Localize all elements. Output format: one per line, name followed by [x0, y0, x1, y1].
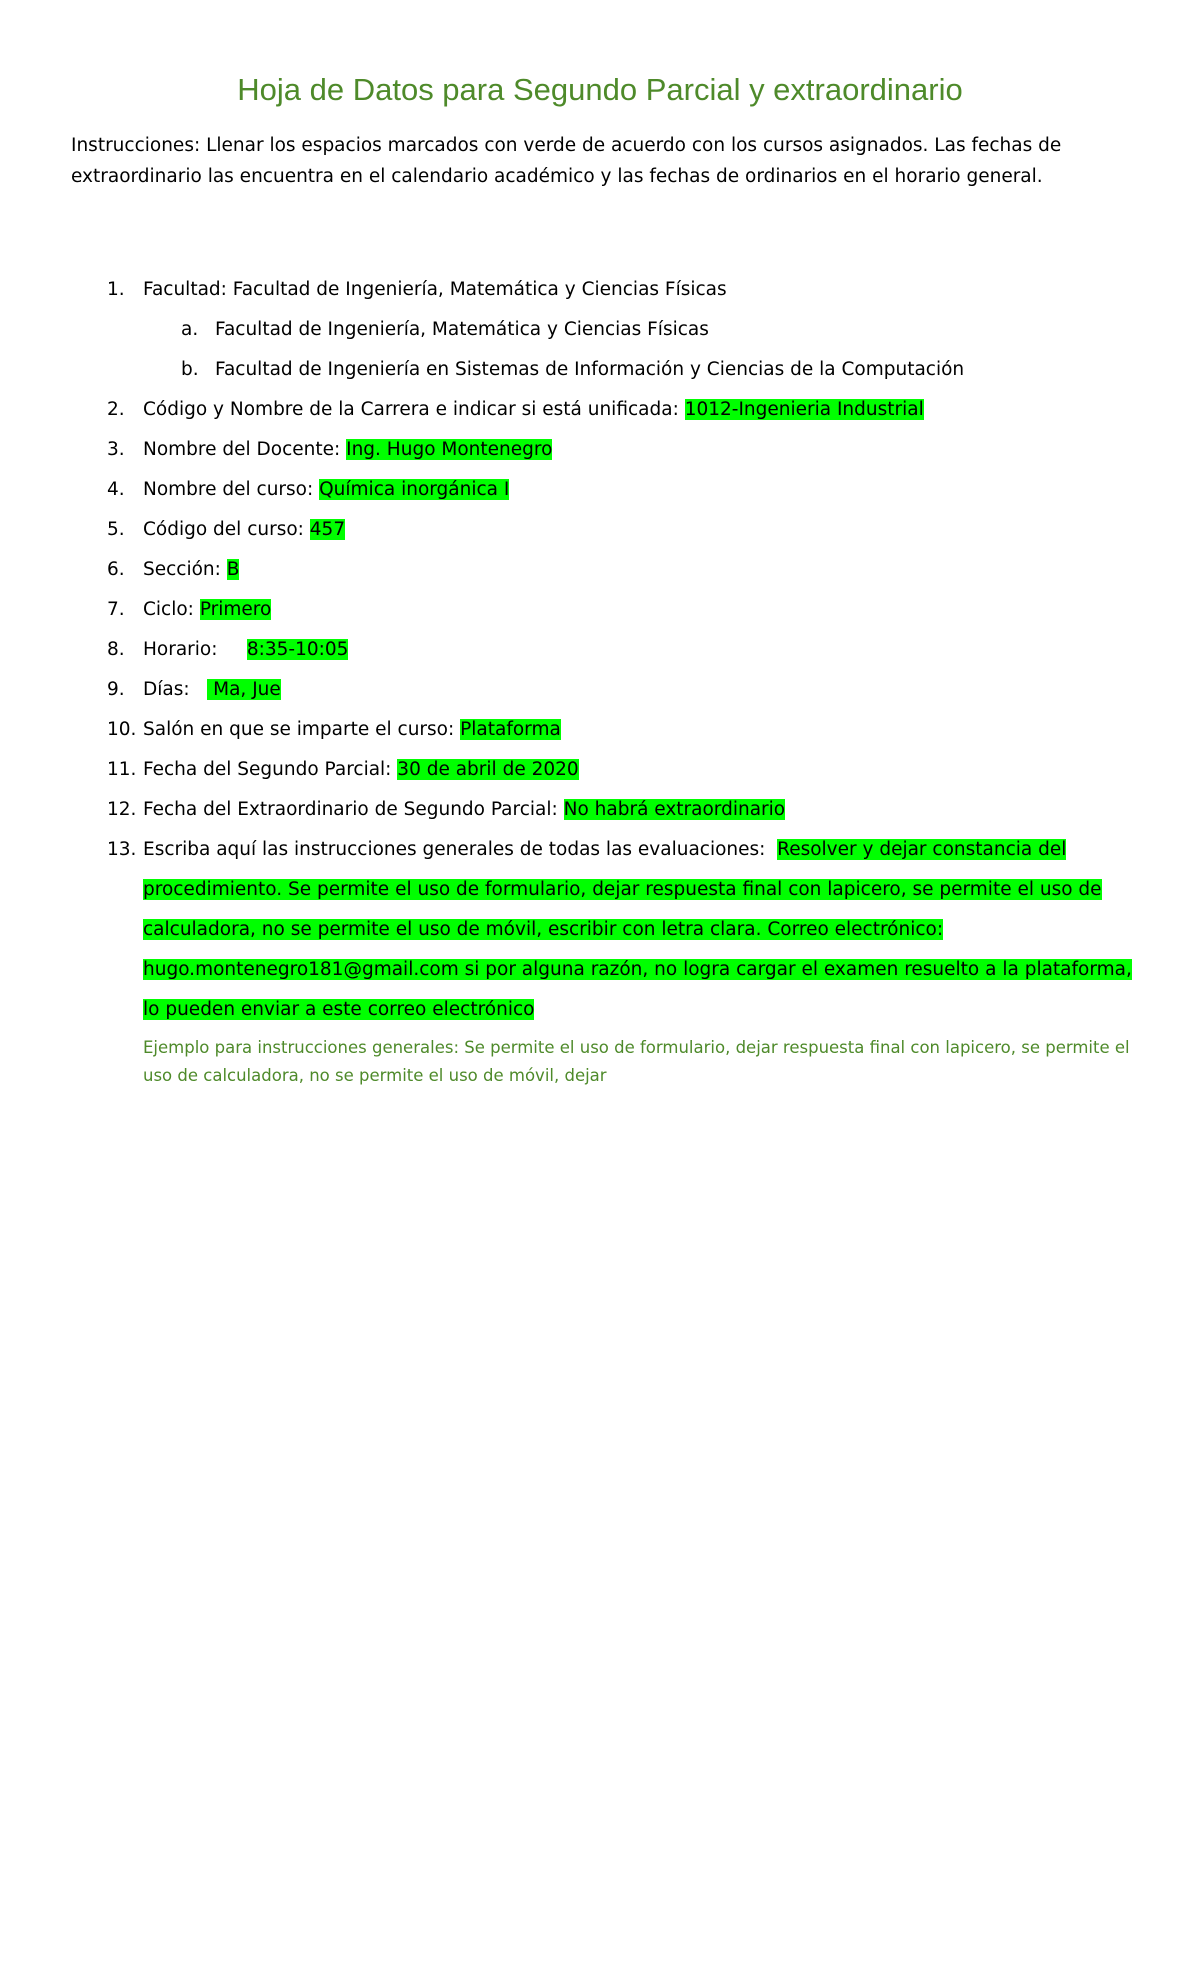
item-label: Facultad de Ingeniería, Matemática y Ciencias Físicas: [215, 319, 709, 340]
list-item-extraordinary-date: [0, 790, 1200, 830]
item-number: 2.: [107, 399, 125, 420]
item-label: Escriba aquí las instrucciones generales de todas las evaluaciones:: [143, 839, 778, 860]
exam-date-value[interactable]: 30 de abril de 2020: [397, 759, 579, 780]
list-item-career: [0, 390, 1200, 430]
item-number: 12.: [107, 799, 137, 820]
list-item-teacher: [0, 430, 1200, 470]
list-item-general-instructions: [0, 830, 1200, 1030]
item-label: Nombre del curso:: [143, 479, 320, 500]
item-label: Fecha del Segundo Parcial:: [143, 759, 398, 780]
days-value[interactable]: Ma, Jue: [207, 679, 281, 700]
instructions-paragraph: Instrucciones: Llenar los espacios marcados con verde de acuerdo con los cursos asignados. Las fechas de extraordinario las encuentra en el calendario académico y las fechas de ordinarios en el horario general.: [71, 135, 1062, 187]
list-item-course-code: [0, 510, 1200, 550]
list-item-section: [0, 550, 1200, 590]
list-item-classroom: [0, 710, 1200, 750]
item-number: 3.: [107, 439, 125, 460]
list-item-exam-date: [0, 750, 1200, 790]
item-label: Ciclo:: [143, 599, 200, 620]
list-item-course-name: [0, 470, 1200, 510]
item-label: Horario:: [143, 639, 247, 660]
item-number: 5.: [107, 519, 125, 540]
item-number: 1.: [107, 279, 125, 300]
item-label: Fecha del Extraordinario de Segundo Parcial:: [143, 799, 564, 820]
item-label: Facultad: Facultad de Ingeniería, Matemática y Ciencias Físicas: [143, 279, 727, 300]
example-instructions: Ejemplo para instrucciones generales: Se permite el uso de formulario, dejar respuesta final con lapicero, se permite el uso de calculadora, no se permite el uso de móvil, dejar: [143, 1038, 1130, 1085]
course-name-value[interactable]: Química inorgánica I: [319, 479, 510, 500]
item-label: Días:: [143, 679, 208, 700]
item-label: Código del curso:: [143, 519, 310, 540]
classroom-value[interactable]: Plataforma: [460, 719, 561, 740]
list-item-cycle: [0, 590, 1200, 630]
item-number: 10.: [107, 719, 137, 740]
item-label: Facultad de Ingeniería en Sistemas de Información y Ciencias de la Computación: [215, 359, 965, 380]
item-number: b.: [181, 359, 199, 380]
schedule-value[interactable]: 8:35-10:05: [246, 639, 349, 660]
item-number: a.: [181, 319, 199, 340]
teacher-value[interactable]: Ing. Hugo Montenegro: [346, 439, 553, 460]
item-number: 6.: [107, 559, 125, 580]
item-number: 7.: [107, 599, 125, 620]
item-label: Salón en que se imparte el curso:: [143, 719, 461, 740]
item-number: 11.: [107, 759, 137, 780]
item-label: Sección:: [143, 559, 227, 580]
list-item-faculty: [0, 270, 1200, 310]
item-label: Código y Nombre de la Carrera e indicar si está unificada:: [143, 399, 685, 420]
item-number: 8.: [107, 639, 125, 660]
item-number: 4.: [107, 479, 125, 500]
extraordinary-date-value[interactable]: No habrá extraordinario: [563, 799, 786, 820]
list-subitem-a: [0, 310, 1200, 350]
item-label: Nombre del Docente:: [143, 439, 347, 460]
general-instructions-value[interactable]: Resolver y dejar constancia del procedimiento. Se permite el uso de formulario, dejar respuesta final con lapicero, se permite el uso de calculadora, no se permite el uso de móvil, escribir con letra clara. Correo electrónico: hugo.montenegro181@gmail.com si por alguna razón, no logra cargar el examen resuelto a la plataforma, lo pueden enviar a este correo electrónico: [143, 839, 1132, 1020]
course-code-value[interactable]: 457: [309, 519, 346, 540]
section-value[interactable]: B: [226, 559, 240, 580]
item-number: 13.: [107, 839, 137, 860]
list-item-schedule: [0, 630, 1200, 670]
item-number: 9.: [107, 679, 125, 700]
data-list: [0, 270, 1200, 1090]
list-item-days: [0, 670, 1200, 710]
page-title: Hoja de Datos para Segundo Parcial y extraordinario: [237, 72, 963, 107]
cycle-value[interactable]: Primero: [199, 599, 272, 620]
career-value[interactable]: 1012-Ingenieria Industrial: [684, 399, 924, 420]
list-subitem-b: [0, 350, 1200, 390]
